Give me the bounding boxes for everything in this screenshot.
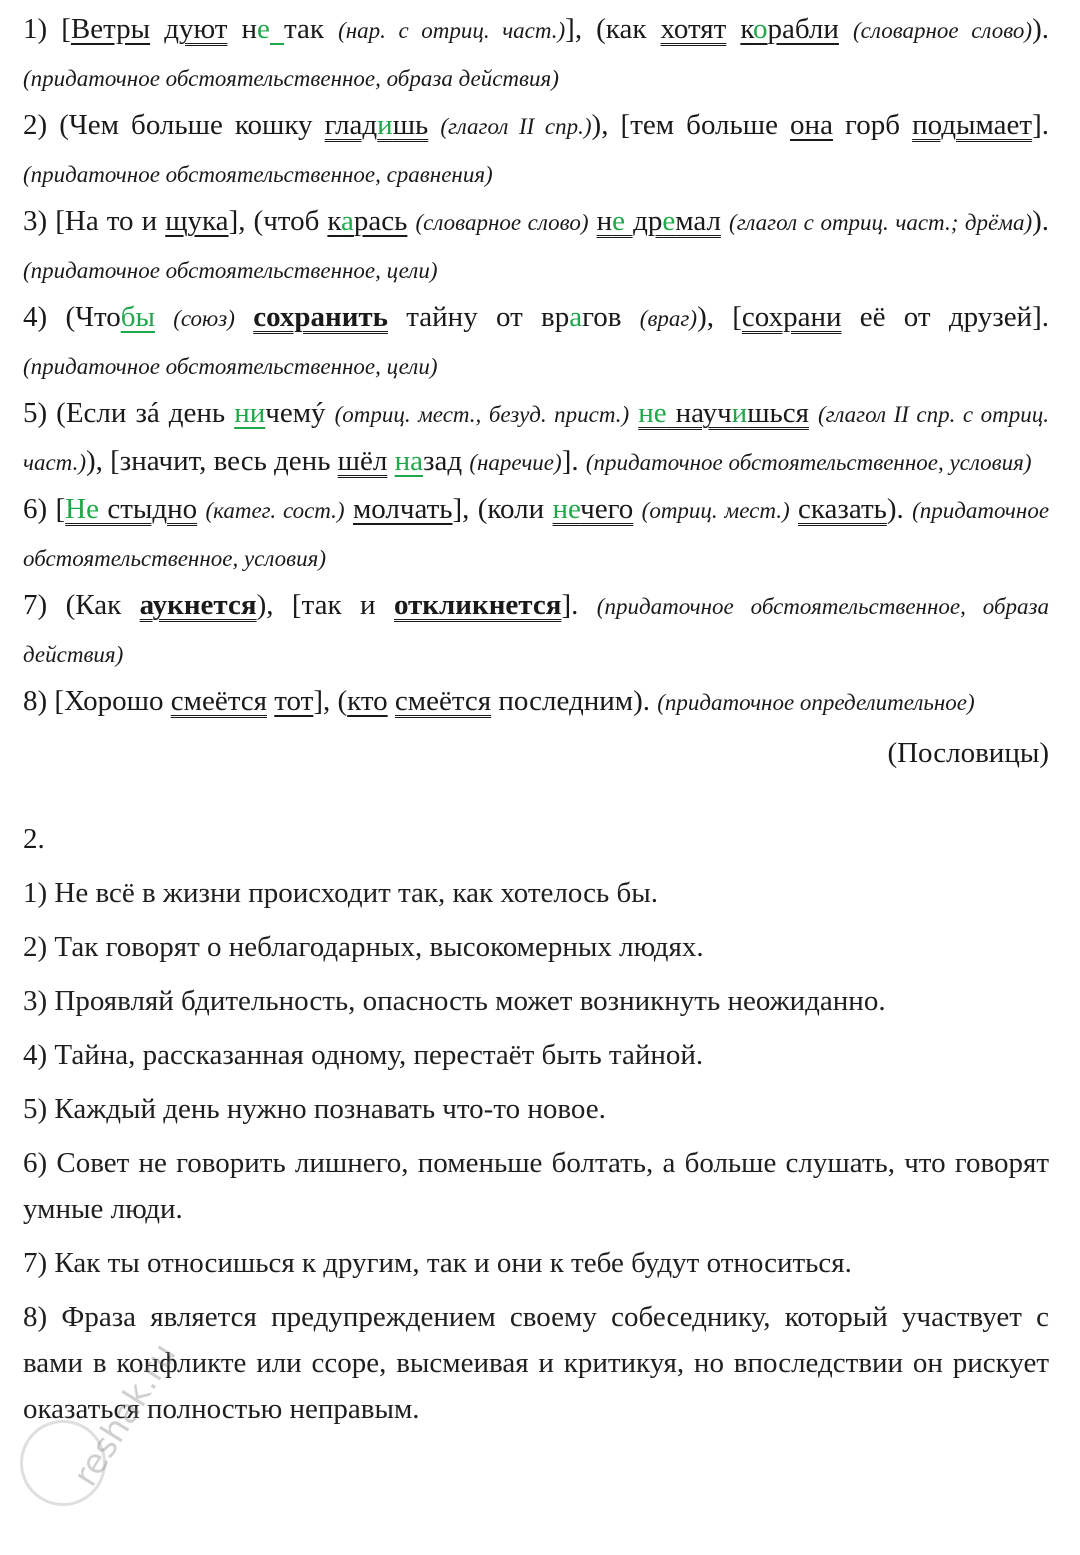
subject: молчать [352,493,453,525]
grammar-note: (словарное слово) [853,18,1033,43]
clause-note: (придаточное определительное) [657,690,975,715]
predicate: откликнется [393,589,562,621]
answer-7: 7) Как ты относишься к другим, так и они к тебе будут относиться. [23,1247,852,1279]
answer-3: 3) Проявляй бдительность, опасность может возникнуть неожиданно. [23,985,886,1017]
predicate: подымает [912,109,1033,141]
predicate: не научишься [638,397,809,429]
predicate: сказать [797,493,887,525]
grammar-note: (союз) [173,306,235,331]
grammar-note: (глагол с отриц. част.; дрёма) [729,210,1033,235]
sentence-2: 2) (Чем больше кошку гладишь (глагол II спр.)), [тем больше она горб подымает]. (придаточное обстоятельственное, сравнения) [23,109,1049,187]
grammar-note: (отриц. мест., безуд. прист.) [334,402,630,427]
sentence-7: 7) (Как аукнется), [так и откликнется]. (придаточное обстоятельственное, образа действия) [23,589,1049,667]
predicate: аукнется [139,589,257,621]
subject: корабли [740,13,839,45]
grammar-note: (словарное слово) [415,210,589,235]
grammar-note: (враг) [639,306,698,331]
sentence-3: 3) [На то и щука], (чтоб карась (словарное слово) не дремал (глагол с отриц. част.; дрёма)). (придаточное обстоятельственное, цели) [23,205,1050,283]
watermark: reshak.ru [65,1336,185,1494]
predicate: хотят [660,13,727,45]
predicate: нечего [552,493,634,525]
clause-note: (придаточное обстоятельственное, условия) [23,498,1050,571]
grammar-note: (наречие) [469,450,562,475]
predicate: шёл [337,445,388,477]
predicate: не дремал [596,205,721,237]
answer-8: 8) Фраза является предупреждением своему собеседнику, который участвует с вами в конфликте или ссоре, высмеивая и критикуя, но впоследствии он рискует оказаться полностью неправым. [23,1301,1049,1425]
predicate: смеётся [170,685,267,717]
answer-6: 6) Совет не говорить лишнего, поменьше болтать, а больше слушать, что говорят умные люди. [23,1147,1049,1225]
sentence-6: 6) [Не стыдно (катег. сост.) молчать], (коли нечего (отриц. мест.) сказать). (придаточное обстоятельственное, условия) [23,493,1050,571]
sentence-8: 8) [Хорошо смеётся тот], (кто смеётся последним). (придаточное определительное) [23,685,975,717]
grammar-note: (глагол II спр. с отриц. част.) [23,402,1050,475]
grammar-note: (глагол II спр.) [440,114,592,139]
predicate: Не стыдно [65,493,198,525]
clause-note: (придаточное обстоятельственное, условия) [585,450,1032,475]
grammar-note: (отриц. мест.) [641,498,790,523]
clause-note: (придаточное обстоятельственное, образа действия) [23,66,559,91]
clause-note: (придаточное обстоятельственное, образа действия) [23,594,1049,667]
grammar-note: (катег. сост.) [205,498,345,523]
clause-note: (придаточное обстоятельственное, цели) [23,258,438,283]
sentence-5: 5) (Если зá день ничемý (отриц. мест., безуд. прист.) не научишься (глагол II спр. с отриц. част.)), [значит, весь день шёл назад (наречие)]. (придаточное обстоятельственное, условия) [23,397,1050,477]
adverb: назад [394,445,463,477]
sentence-4: 4) (Чтобы (союз) сохранить тайну от врагов (враг)), [сохрани её от друзей]. (придаточное обстоятельственное, цели) [23,301,1049,379]
clause-note: (придаточное обстоятельственное, сравнения) [23,162,493,187]
sentence-1: 1) [Ветры дуют не так (нар. с отриц. част.)], (как хотят корабли (словарное слово)). (придаточное обстоятельственное, образа действия) [23,13,1049,91]
subject: Ветры [70,13,151,45]
document-page [23,0,1049,1432]
grammar-note: (нар. с отриц. част.) [338,18,566,43]
subject: кто [347,685,388,717]
clause-note: (придаточное обстоятельственное, цели) [23,354,438,379]
predicate: гладишь [324,109,429,141]
subject: щука [165,205,229,237]
predicate: сохранить [253,301,388,333]
predicate: смеётся [394,685,492,717]
subject: тот [274,685,314,717]
answer-2: 2) Так говорят о неблагодарных, высокомерных людях. [23,931,704,963]
watermark-circle-icon [20,1420,106,1506]
subject: карась [327,205,408,237]
answer-1: 1) Не всё в жизни происходит так, как хотелось бы. [23,877,658,909]
predicate: сохрани [741,301,842,333]
section-number: 2. [23,823,45,855]
predicate: дуют [164,13,228,45]
answer-5: 5) Каждый день нужно познавать что-то новое. [23,1093,606,1125]
subject: она [790,109,833,141]
source-label: (Пословицы) [887,737,1049,769]
answer-4: 4) Тайна, рассказанная одному, перестаёт быть тайной. [23,1039,704,1071]
